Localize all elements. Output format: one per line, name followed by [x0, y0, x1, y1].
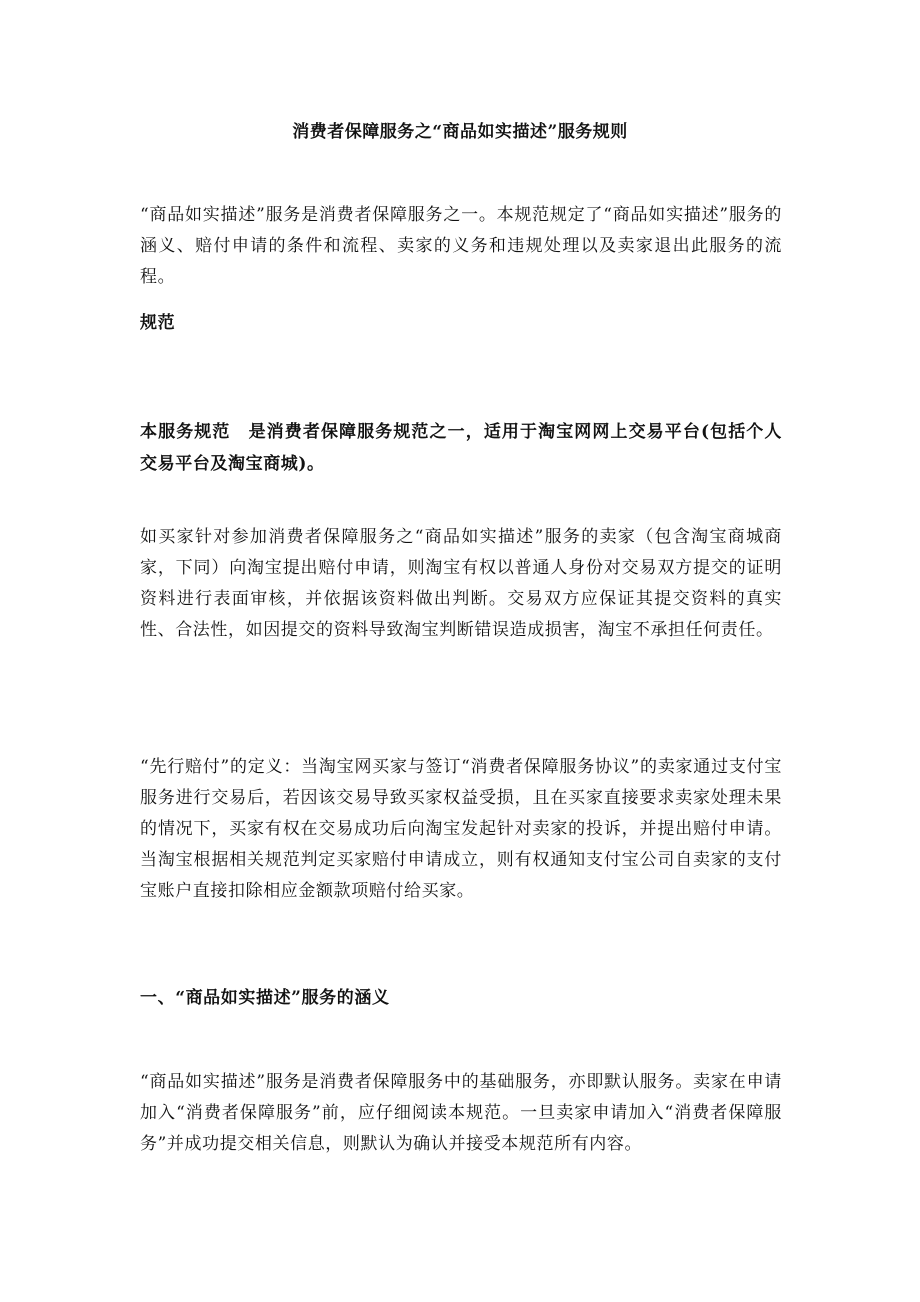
spec-label: 规范	[140, 313, 176, 333]
review-paragraph: 如买家针对参加消费者保障服务之“商品如实描述”服务的卖家（包含淘宝商城商家，下同）向淘宝提出赔付申请，则淘宝有权以普通人身份对交易双方提交的证明资料进行表面审核，并依据该资料做出判断。交易双方应保证其提交资料的真实性、合法性，如因提交的资料导致淘宝判断错误造成损害，淘宝不承担任何责任。	[140, 527, 782, 640]
document-title: 消费者保障服务之“商品如实描述”服务规则	[292, 122, 628, 142]
section-1-paragraph: “商品如实描述”服务是消费者保障服务中的基础服务，亦即默认服务。卖家在申请加入“消费者保障服务”前，应仔细阅读本规范。一旦卖家申请加入“消费者保障服务”并成功提交相关信息，则默认为确认并接受本规范所有内容。	[140, 1072, 782, 1154]
scope-paragraph: 本服务规范 是消费者保障服务规范之一，适用于淘宝网网上交易平台(包括个人交易平台及淘宝商城)。	[140, 422, 782, 474]
section-1-heading: 一、“商品如实描述”服务的涵义	[140, 988, 390, 1008]
advance-compensation-paragraph: “先行赔付”的定义：当淘宝网买家与签订“消费者保障服务协议”的卖家通过支付宝服务进行交易后，若因该交易导致买家权益受损，且在买家直接要求卖家处理未果的情况下，买家有权在交易成功后向淘宝发起针对卖家的投诉，并提出赔付申请。当淘宝根据相关规范判定买家赔付申请成立，则有权通知支付宝公司自卖家的支付宝账户直接扣除相应金额款项赔付给买家。	[140, 757, 782, 901]
intro-paragraph: “商品如实描述”服务是消费者保障服务之一。本规范规定了“商品如实描述”服务的涵义、赔付申请的条件和流程、卖家的义务和违规处理以及卖家退出此服务的流程。	[140, 205, 782, 287]
